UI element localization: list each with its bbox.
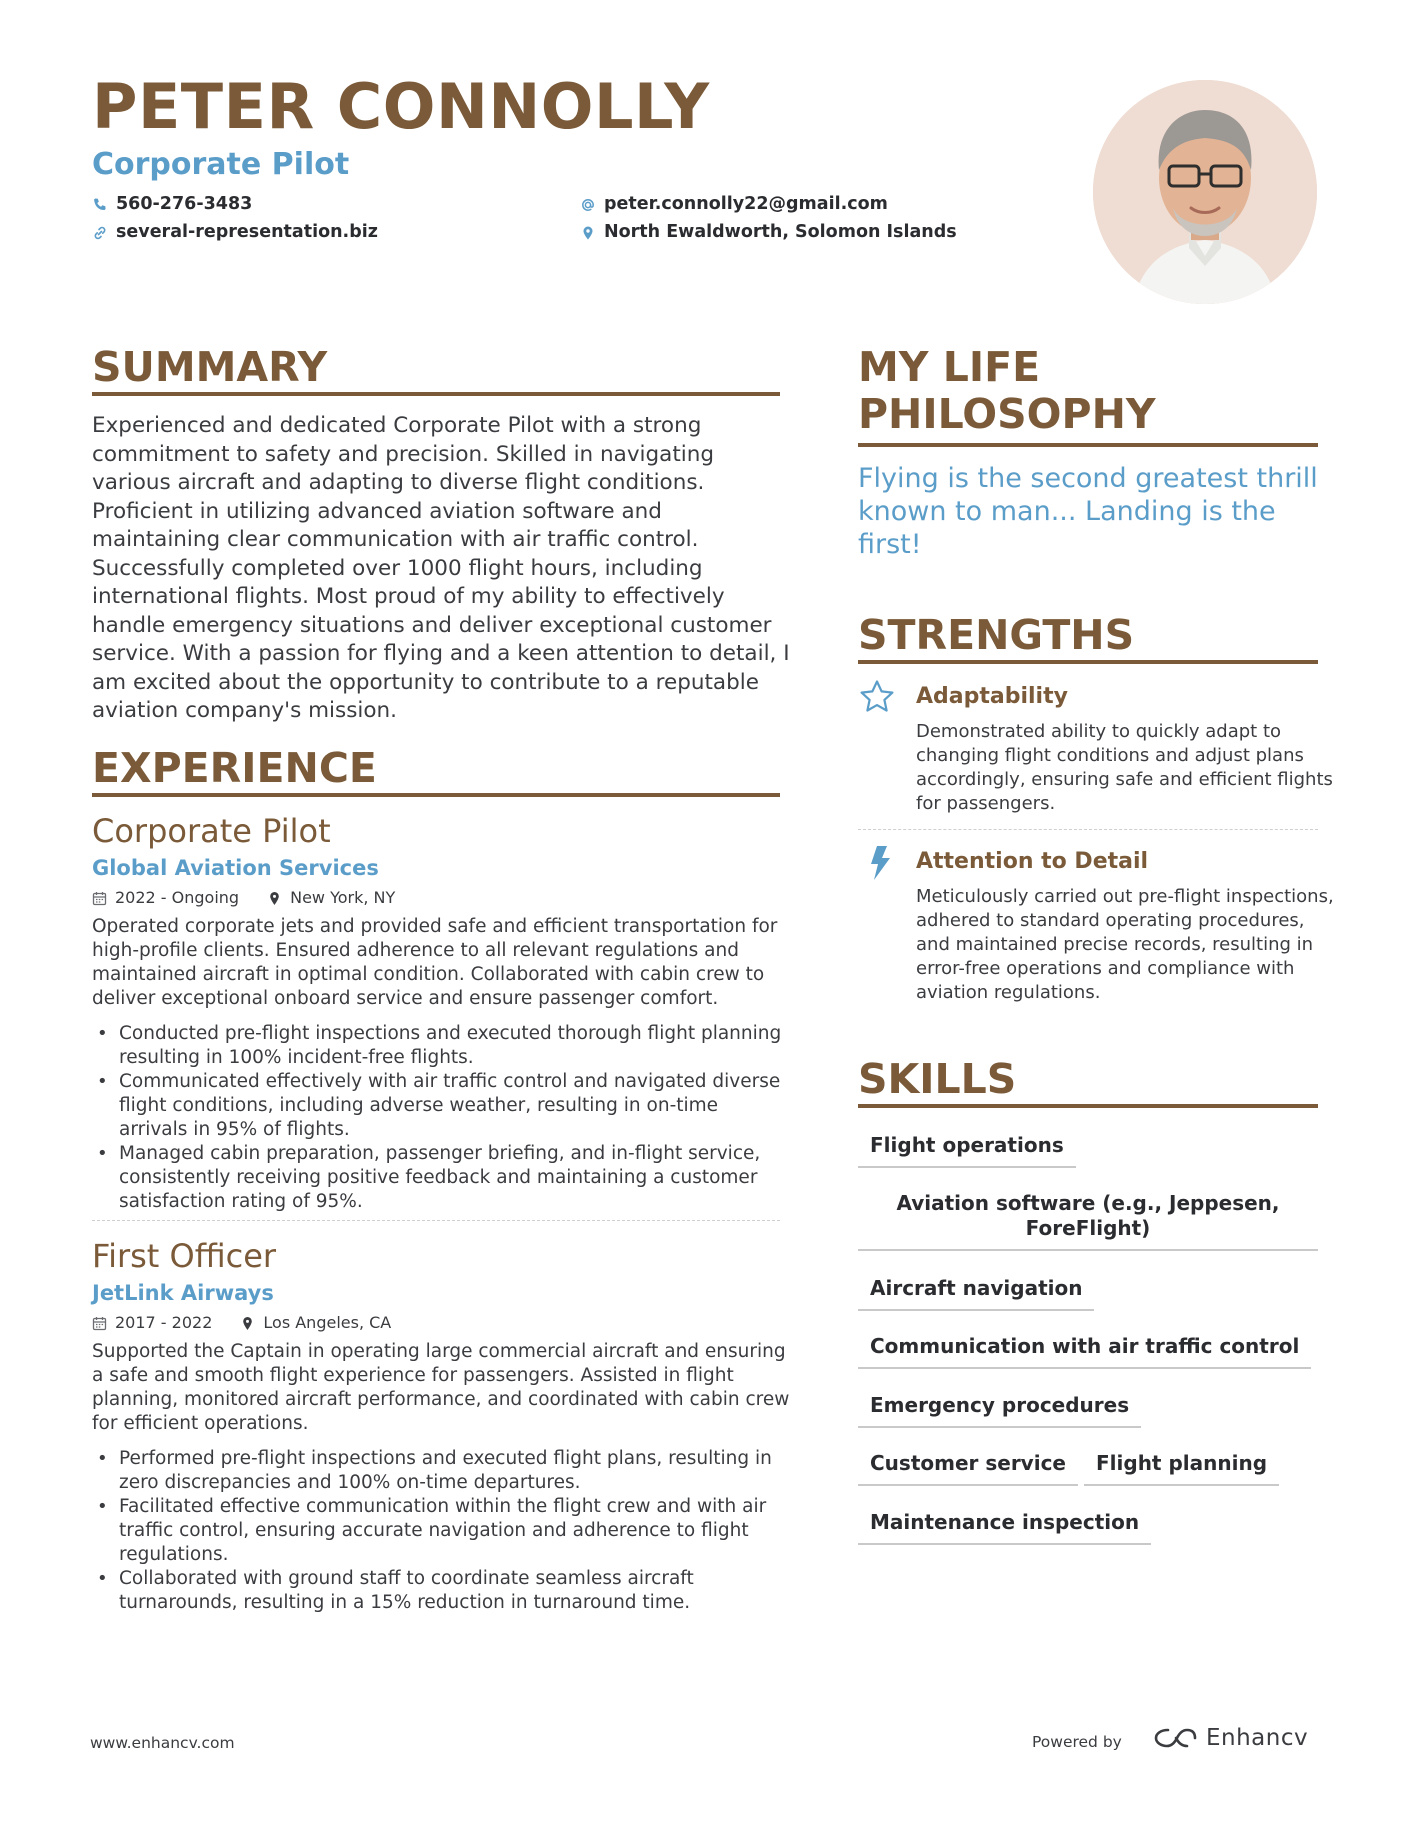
strength-description: Meticulously carried out pre-flight inspections, adhered to standard operating procedures, and maintained precise records, resulting in error-free operations and compliance with aviation regulations.: [916, 886, 1334, 1003]
job-location: Los Angeles, CA: [263, 1313, 392, 1332]
candidate-name: PETER CONNOLLY: [92, 70, 710, 143]
contact-website[interactable]: [92, 224, 378, 242]
phone-text: 560-276-3483: [116, 194, 253, 214]
skill-tag: Customer service: [858, 1451, 1078, 1486]
skill-tag: Flight planning: [1084, 1451, 1279, 1486]
philosophy-heading-line: PHILOSOPHY: [858, 390, 1156, 439]
strengths-heading: STRENGTHS: [858, 611, 1135, 659]
job-achievements: [92, 1447, 792, 1615]
job-description: Operated corporate jets and provided safe and efficient transportation for high-profile clients. Ensured adherence to all relevant regulations and maintained aircraft in optimal condition. Collaborated with cabin crew to deliver exceptional onboard service and ensure passenger comfort.: [92, 916, 778, 1009]
skills-divider: [858, 1104, 1318, 1108]
enhancv-logo-icon: [1152, 1724, 1198, 1752]
experience-divider: [92, 793, 780, 797]
phone-icon: [92, 197, 108, 213]
skill-tag: Aircraft navigation: [858, 1276, 1094, 1311]
summary-text: Experienced and dedicated Corporate Pilot with a strong commitment to safety and precision. Skilled in navigating various aircraft and adapting to diverse flight conditions. Proficient in utilizing advanced aviation software and maintaining clear communication with air traffic control. Successfully completed over 1000 flight hours, including international flights. Most proud of my ability to effectively handle emergency situations and deliver exceptional customer service. With a passion for flying and a keen attention to detail, I am excited about the opportunity to contribute to a reputable aviation company's mission.: [92, 413, 790, 723]
location-pin-icon: [267, 891, 282, 906]
job-title: First Officer: [92, 1237, 277, 1275]
strength-title: Attention to Detail: [916, 849, 1149, 874]
skill-tag: Maintenance inspection: [858, 1510, 1151, 1545]
strength-title: Adaptability: [916, 684, 1068, 709]
philosophy-heading: [858, 344, 1156, 438]
job-dates: 2022 - Ongoing: [115, 888, 240, 907]
strength-divider: [858, 829, 1318, 830]
job-company: JetLink Airways: [92, 1281, 274, 1305]
job-description: Supported the Captain in operating large commercial aircraft and ensuring a safe and smooth flight experience for passengers. Assisted in flight planning, monitored aircraft performance, and coordinated with cabin crew for efficient operations.: [92, 1341, 790, 1434]
skill-tag: Aviation software (e.g., Jeppesen, ForeFlight): [858, 1191, 1318, 1251]
calendar-icon: [92, 1316, 107, 1331]
lightning-icon: [862, 844, 900, 882]
link-icon: [92, 225, 108, 241]
job-title: Corporate Pilot: [92, 812, 331, 850]
email-text[interactable]: peter.connolly22@gmail.com: [604, 194, 888, 214]
profile-photo: [1093, 80, 1317, 304]
location-text: North Ewaldworth, Solomon Islands: [604, 222, 957, 242]
skills-heading: SKILLS: [858, 1055, 1017, 1103]
at-icon: [580, 197, 596, 213]
achievement-item: • Communicated effectively with air traffic control and navigated diverse flight conditions, including adverse weather, resulting in on-time arrivals in 95% of flights.: [92, 1070, 792, 1142]
achievement-item: • Managed cabin preparation, passenger briefing, and in-flight service, consistently receiving positive feedback and maintaining a customer satisfaction rating of 95%.: [92, 1142, 792, 1214]
job-company: Global Aviation Services: [92, 856, 379, 880]
contact-location: [580, 224, 957, 242]
location-pin-icon: [580, 225, 596, 241]
strength-description: Demonstrated ability to quickly adapt to changing flight conditions and adjust plans accordingly, ensuring safe and efficient flights for passengers.: [916, 721, 1333, 814]
contact-phone: [92, 196, 252, 214]
job-meta: [92, 1315, 391, 1331]
contact-email[interactable]: [580, 196, 888, 214]
job-achievements: [92, 1022, 792, 1214]
experience-heading: EXPERIENCE: [92, 744, 377, 792]
skill-tag: Emergency procedures: [858, 1393, 1141, 1428]
philosophy-heading-line: MY LIFE: [858, 343, 1041, 391]
job-divider: [92, 1220, 780, 1221]
achievement-item: • Conducted pre-flight inspections and executed thorough flight planning resulting in 100% incident-free flights.: [92, 1022, 792, 1070]
job-dates: 2017 - 2022: [115, 1313, 213, 1332]
skill-tag: Flight operations: [858, 1133, 1076, 1168]
star-icon: [858, 678, 896, 716]
enhancv-logo[interactable]: [1152, 1724, 1308, 1752]
strengths-divider: [858, 660, 1318, 664]
summary-heading: SUMMARY: [92, 343, 328, 391]
philosophy-divider: [858, 443, 1318, 447]
website-text[interactable]: several-representation.biz: [116, 222, 378, 242]
powered-by-label: Powered by: [1032, 1733, 1122, 1751]
footer-url[interactable]: www.enhancv.com: [90, 1734, 235, 1752]
achievement-item: • Facilitated effective communication within the flight crew and with air traffic control, ensuring accurate navigation and adherence to flight regulations.: [92, 1495, 792, 1567]
job-meta: [92, 890, 395, 906]
calendar-icon: [92, 891, 107, 906]
location-pin-icon: [240, 1316, 255, 1331]
candidate-title: Corporate Pilot: [92, 147, 350, 182]
achievement-item: • Performed pre-flight inspections and executed flight plans, resulting in zero discrepancies and 100% on-time departures.: [92, 1447, 792, 1495]
skill-tag: Communication with air traffic control: [858, 1334, 1311, 1369]
summary-divider: [92, 392, 780, 396]
brand-name: Enhancv: [1206, 1724, 1309, 1751]
philosophy-quote: Flying is the second greatest thrill known to man... Landing is the first!: [858, 463, 1318, 560]
job-location: New York, NY: [290, 888, 396, 907]
achievement-item: • Collaborated with ground staff to coordinate seamless aircraft turnarounds, resulting in a 15% reduction in turnaround time.: [92, 1567, 792, 1615]
